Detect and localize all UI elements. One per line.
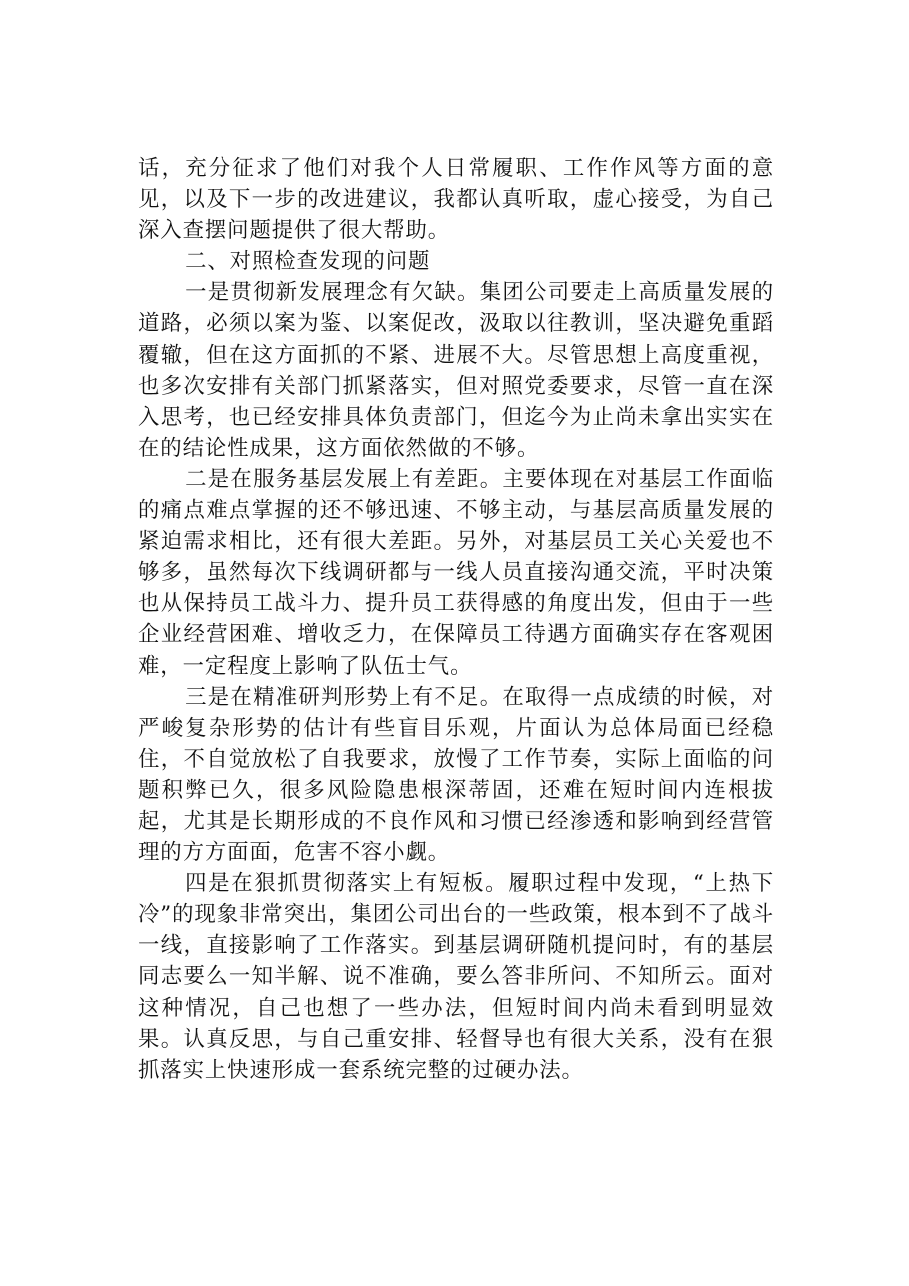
paragraph-issue-3: 三是在精准研判形势上有不足。在取得一点成绩的时候，对严峻复杂形势的估计有些盲目乐观，片面认为总体局面已经稳住，不自觉放松了自我要求，放慢了工作节奏，实际上面临的问题积弊已久，很多风险隐患根深蒂固，还难在短时间内连根拔起，尤其是长期形成的不良作风和习惯已经渗透和影响到经营管理的方方面面，危害不容小觑。 — [138, 684, 774, 866]
document-body — [138, 153, 774, 1086]
paragraph-issue-2: 二是在服务基层发展上有差距。主要体现在对基层工作面临的痛点难点掌握的还不够迅速、不够主动，与基层高质量发展的紧迫需求相比，还有很大差距。另外，对基层员工关心关爱也不够多，虽然每次下线调研都与一线人员直接沟通交流，平时决策也从保持员工战斗力、提升员工获得感的角度出发，但由于一些企业经营困难、增收乏力，在保障员工待遇方面确实存在客观困难，一定程度上影响了队伍士气。 — [138, 466, 774, 679]
paragraph-issue-1: 一是贯彻新发展理念有欠缺。集团公司要走上高质量发展的道路，必须以案为鉴、以案促改，汲取以往教训，坚决避免重蹈覆辙，但在这方面抓的不紧、进展不大。尽管思想上高度重视，也多次安排有关部门抓紧落实，但对照党委要求，尽管一直在深入思考，也已经安排具体负责部门，但迄今为止尚未拿出实实在在的结论性成果，这方面依然做的不够。 — [138, 280, 774, 461]
paragraph-continuation: 话，充分征求了他们对我个人日常履职、工作作风等方面的意见，以及下一步的改进建议，我都认真听取，虚心接受，为自己深入查摆问题提供了很大帮助。 — [138, 156, 774, 244]
paragraph-issue-4: 四是在狠抓贯彻落实上有短板。履职过程中发现，“上热下冷”的现象非常突出，集团公司出台的一些政策，根本到不了战斗一线，直接影响了工作落实。到基层调研随机提问时，有的基层同志要么一知半解、说不准确，要么答非所问、不知所云。面对这种情况，自己也想了一些办法，但短时间内尚未看到明显效果。认真反思，与自己重安排、轻督导也有很大关系，没有在狠抓落实上快速形成一套系统完整的过硬办法。 — [138, 871, 774, 1083]
section-heading: 二、对照检查发现的问题 — [185, 249, 431, 275]
